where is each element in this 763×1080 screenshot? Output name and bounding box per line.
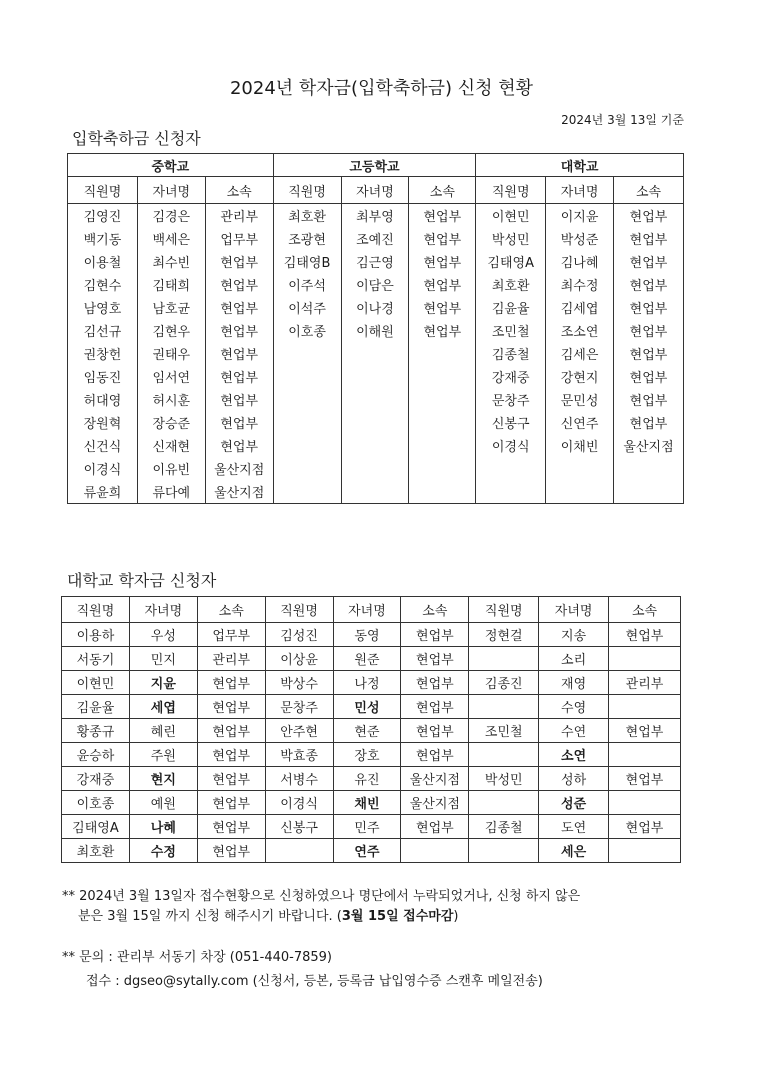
table-cell xyxy=(469,695,539,719)
table-cell: 이경식 xyxy=(265,791,333,815)
table-cell xyxy=(341,457,409,480)
table-cell: 허대영 xyxy=(68,388,138,411)
table-cell xyxy=(409,457,476,480)
table-cell: 이호종 xyxy=(62,791,130,815)
table-cell: 현업부 xyxy=(614,273,684,296)
table-cell: 서병수 xyxy=(265,767,333,791)
table-cell: 김선규 xyxy=(68,319,138,342)
table-cell: 수정 xyxy=(129,839,197,863)
table-cell: 울산지점 xyxy=(205,457,273,480)
admission-gift-table xyxy=(67,153,684,504)
table-cell: 정현걸 xyxy=(469,623,539,647)
table-cell: 박성민 xyxy=(476,227,546,250)
table-cell: 현업부 xyxy=(614,319,684,342)
table-cell: 현업부 xyxy=(205,388,273,411)
table-cell: 나정 xyxy=(333,671,401,695)
table-cell xyxy=(273,457,341,480)
table-cell: 민성 xyxy=(333,695,401,719)
reference-date: 2024년 3월 13일 기준 xyxy=(561,113,684,127)
table-cell: 현업부 xyxy=(409,250,476,273)
table-cell: 현업부 xyxy=(614,388,684,411)
table-cell xyxy=(609,839,681,863)
table-cell: 현업부 xyxy=(409,319,476,342)
column-header: 자녀명 xyxy=(129,597,197,623)
column-header: 소속 xyxy=(401,597,469,623)
table-cell xyxy=(273,480,341,504)
column-header: 소속 xyxy=(409,177,476,204)
table-cell: 장원혁 xyxy=(68,411,138,434)
column-header: 직원명 xyxy=(476,177,546,204)
table-cell: 남호균 xyxy=(137,296,205,319)
table-cell: 최호환 xyxy=(273,204,341,228)
table-cell: 업무부 xyxy=(197,623,265,647)
table-cell: 이호종 xyxy=(273,319,341,342)
table-cell: 최수빈 xyxy=(137,250,205,273)
table-cell: 현업부 xyxy=(205,296,273,319)
table-cell: 주원 xyxy=(129,743,197,767)
group-high-school: 고등학교 xyxy=(273,154,476,177)
deadline-text: 3월 15일 접수마감 xyxy=(341,909,454,924)
column-header: 직원명 xyxy=(273,177,341,204)
table-cell xyxy=(409,388,476,411)
table-cell xyxy=(273,388,341,411)
group-middle-school: 중학교 xyxy=(68,154,274,177)
table-cell: 신재현 xyxy=(137,434,205,457)
table-cell xyxy=(265,839,333,863)
table-cell xyxy=(273,342,341,365)
notice-line2 xyxy=(78,907,459,927)
table-cell: 수영 xyxy=(539,695,609,719)
table-cell: 이채빈 xyxy=(546,434,614,457)
table-cell: 현업부 xyxy=(609,719,681,743)
table-cell: 안주현 xyxy=(265,719,333,743)
notice-close: ) xyxy=(453,909,459,924)
table-cell: 현업부 xyxy=(609,815,681,839)
table-row xyxy=(62,719,681,743)
table-cell: 이주석 xyxy=(273,273,341,296)
table-cell: 소연 xyxy=(539,743,609,767)
table-cell: 김세엽 xyxy=(546,296,614,319)
column-header: 소속 xyxy=(197,597,265,623)
column-header: 자녀명 xyxy=(539,597,609,623)
table-cell: 조민철 xyxy=(469,719,539,743)
table-cell: 강재중 xyxy=(476,365,546,388)
table-cell: 현업부 xyxy=(401,743,469,767)
table-row xyxy=(68,342,684,365)
table-cell: 현업부 xyxy=(205,342,273,365)
table-row xyxy=(68,365,684,388)
inquiry-line: ** 문의 : 관리부 서동기 차장 (051-440-7859) xyxy=(62,950,332,965)
table-cell: 현업부 xyxy=(614,227,684,250)
column-header: 소속 xyxy=(205,177,273,204)
table-cell: 김종철 xyxy=(476,342,546,365)
table-cell: 현업부 xyxy=(197,839,265,863)
table-cell xyxy=(341,388,409,411)
table-cell xyxy=(409,365,476,388)
section1-title: 입학축하금 신청자 xyxy=(72,129,201,148)
table-cell: 문창주 xyxy=(476,388,546,411)
table-cell: 신건식 xyxy=(68,434,138,457)
table-cell: 혜린 xyxy=(129,719,197,743)
table-row xyxy=(68,411,684,434)
table-cell: 현업부 xyxy=(614,365,684,388)
table-cell: 김영진 xyxy=(68,204,138,228)
table-cell xyxy=(609,791,681,815)
table-cell xyxy=(609,695,681,719)
table-cell: 연주 xyxy=(333,839,401,863)
table-row xyxy=(68,227,684,250)
table-cell: 지윤 xyxy=(129,671,197,695)
table-cell: 현업부 xyxy=(614,411,684,434)
table-cell: 성준 xyxy=(539,791,609,815)
table-cell: 김태영B xyxy=(273,250,341,273)
table-cell: 조민철 xyxy=(476,319,546,342)
table-cell xyxy=(273,434,341,457)
table-cell: 세엽 xyxy=(129,695,197,719)
table-cell xyxy=(273,365,341,388)
table-cell xyxy=(546,480,614,504)
table-cell: 강재중 xyxy=(62,767,130,791)
table-cell: 김종진 xyxy=(469,671,539,695)
section2-title: 대학교 학자금 신청자 xyxy=(67,571,217,590)
column-header: 소속 xyxy=(614,177,684,204)
table-cell: 김현우 xyxy=(137,319,205,342)
table-cell: 현준 xyxy=(333,719,401,743)
table-cell: 조소연 xyxy=(546,319,614,342)
table-cell: 현업부 xyxy=(401,695,469,719)
table-cell: 업무부 xyxy=(205,227,273,250)
table-cell: 현업부 xyxy=(197,671,265,695)
table-cell: 현업부 xyxy=(205,411,273,434)
table-cell: 김성진 xyxy=(265,623,333,647)
table-row xyxy=(68,319,684,342)
table-cell: 김경은 xyxy=(137,204,205,228)
table-cell: 나혜 xyxy=(129,815,197,839)
table-cell: 최호환 xyxy=(62,839,130,863)
table-row xyxy=(68,457,684,480)
table-cell: 울산지점 xyxy=(401,767,469,791)
table-cell: 이유빈 xyxy=(137,457,205,480)
table-cell: 신봉구 xyxy=(265,815,333,839)
table-cell: 현업부 xyxy=(197,743,265,767)
table-cell: 이담은 xyxy=(341,273,409,296)
table-cell: 신봉구 xyxy=(476,411,546,434)
table-cell: 수연 xyxy=(539,719,609,743)
table-cell: 현업부 xyxy=(197,767,265,791)
table-cell xyxy=(614,480,684,504)
column-header: 직원명 xyxy=(62,597,130,623)
notice-text: 분은 3월 15일 까지 신청 해주시기 바랍니다. ( xyxy=(78,909,342,924)
table-cell: 백세은 xyxy=(137,227,205,250)
table-cell: 울산지점 xyxy=(401,791,469,815)
table-cell: 박성민 xyxy=(469,767,539,791)
table-cell: 김태영A xyxy=(62,815,130,839)
table-cell xyxy=(469,839,539,863)
notice-line1: ** 2024년 3월 13일자 접수현황으로 신청하였으나 명단에서 누락되었거나, 신청 하지 않은 xyxy=(62,889,581,904)
table-cell: 재영 xyxy=(539,671,609,695)
table-row xyxy=(62,791,681,815)
table-row xyxy=(62,695,681,719)
table-cell: 현업부 xyxy=(197,791,265,815)
table-row xyxy=(68,480,684,504)
table-cell: 박상수 xyxy=(265,671,333,695)
table-cell: 성하 xyxy=(539,767,609,791)
table-cell: 현업부 xyxy=(205,250,273,273)
table-cell: 문민성 xyxy=(546,388,614,411)
table-cell xyxy=(546,457,614,480)
table-cell: 류윤희 xyxy=(68,480,138,504)
table-cell: 윤승하 xyxy=(62,743,130,767)
table-cell: 백기동 xyxy=(68,227,138,250)
table-cell: 이경식 xyxy=(476,434,546,457)
table-cell: 이지윤 xyxy=(546,204,614,228)
table-cell: 황종규 xyxy=(62,719,130,743)
column-header: 자녀명 xyxy=(546,177,614,204)
table-cell xyxy=(469,743,539,767)
table-row xyxy=(68,250,684,273)
table-cell xyxy=(409,480,476,504)
table-row xyxy=(62,743,681,767)
table-cell xyxy=(409,434,476,457)
table-cell: 김윤율 xyxy=(62,695,130,719)
table-cell: 최부영 xyxy=(341,204,409,228)
table-cell: 이용철 xyxy=(68,250,138,273)
table-cell xyxy=(341,434,409,457)
table-cell: 울산지점 xyxy=(614,434,684,457)
column-header: 직원명 xyxy=(469,597,539,623)
table-row xyxy=(62,767,681,791)
table-cell: 울산지점 xyxy=(205,480,273,504)
table-cell: 조예진 xyxy=(341,227,409,250)
table-cell: 현업부 xyxy=(609,623,681,647)
table-cell: 현업부 xyxy=(401,647,469,671)
table-cell: 임동진 xyxy=(68,365,138,388)
table-cell: 관리부 xyxy=(197,647,265,671)
table-cell: 관리부 xyxy=(609,671,681,695)
table-cell: 김태희 xyxy=(137,273,205,296)
table-cell xyxy=(341,480,409,504)
table-cell: 강현지 xyxy=(546,365,614,388)
tuition-table xyxy=(61,596,681,863)
column-header: 자녀명 xyxy=(333,597,401,623)
table-cell: 현업부 xyxy=(205,319,273,342)
table-cell: 현업부 xyxy=(614,342,684,365)
table-cell: 허시훈 xyxy=(137,388,205,411)
table-cell: 이현민 xyxy=(476,204,546,228)
table-cell: 박성준 xyxy=(546,227,614,250)
table-cell: 현업부 xyxy=(409,227,476,250)
table-row xyxy=(68,388,684,411)
table-cell: 민지 xyxy=(129,647,197,671)
table-cell: 세은 xyxy=(539,839,609,863)
table-cell xyxy=(401,839,469,863)
table-cell: 지송 xyxy=(539,623,609,647)
table-cell: 현업부 xyxy=(401,719,469,743)
table-cell: 장호 xyxy=(333,743,401,767)
table-cell: 이석주 xyxy=(273,296,341,319)
table-cell: 김나혜 xyxy=(546,250,614,273)
table-cell: 이나경 xyxy=(341,296,409,319)
table-cell: 현업부 xyxy=(614,250,684,273)
table-cell: 김세은 xyxy=(546,342,614,365)
table-cell: 소리 xyxy=(539,647,609,671)
table-cell: 현업부 xyxy=(409,296,476,319)
table-cell: 서동기 xyxy=(62,647,130,671)
table-row xyxy=(62,647,681,671)
table-cell: 현업부 xyxy=(205,434,273,457)
table-cell: 김윤율 xyxy=(476,296,546,319)
table-row xyxy=(68,204,684,228)
table-cell: 민주 xyxy=(333,815,401,839)
table-row xyxy=(68,273,684,296)
table-cell: 예원 xyxy=(129,791,197,815)
page-title: 2024년 학자금(입학축하금) 신청 현황 xyxy=(229,78,534,99)
column-header: 직원명 xyxy=(265,597,333,623)
table-cell xyxy=(341,365,409,388)
table-cell: 현업부 xyxy=(197,815,265,839)
table-cell xyxy=(609,647,681,671)
table-row xyxy=(62,839,681,863)
table-cell: 권창헌 xyxy=(68,342,138,365)
table-cell: 이해원 xyxy=(341,319,409,342)
table-cell: 문창주 xyxy=(265,695,333,719)
table-cell: 동영 xyxy=(333,623,401,647)
table-row xyxy=(62,815,681,839)
table-cell: 현업부 xyxy=(205,365,273,388)
table-cell: 현업부 xyxy=(614,296,684,319)
table-cell xyxy=(614,457,684,480)
column-header: 자녀명 xyxy=(341,177,409,204)
table-cell: 최호환 xyxy=(476,273,546,296)
table-cell: 최수정 xyxy=(546,273,614,296)
table-cell: 원준 xyxy=(333,647,401,671)
table-cell: 현업부 xyxy=(409,204,476,228)
table-cell: 임서연 xyxy=(137,365,205,388)
table-cell: 조광현 xyxy=(273,227,341,250)
table-cell: 김근영 xyxy=(341,250,409,273)
table-cell: 이현민 xyxy=(62,671,130,695)
table-cell: 김종철 xyxy=(469,815,539,839)
table-cell xyxy=(341,342,409,365)
table-cell xyxy=(409,411,476,434)
table-cell xyxy=(469,647,539,671)
table-cell: 우성 xyxy=(129,623,197,647)
table-cell: 류다예 xyxy=(137,480,205,504)
table-cell xyxy=(476,480,546,504)
table-cell: 권태우 xyxy=(137,342,205,365)
table-cell xyxy=(469,791,539,815)
table-cell xyxy=(609,743,681,767)
table-cell: 현업부 xyxy=(401,623,469,647)
table-cell: 장승준 xyxy=(137,411,205,434)
table-cell: 채빈 xyxy=(333,791,401,815)
table-cell: 현업부 xyxy=(401,671,469,695)
column-header: 직원명 xyxy=(68,177,138,204)
table-cell xyxy=(476,457,546,480)
table-cell: 현업부 xyxy=(197,695,265,719)
table-cell: 도연 xyxy=(539,815,609,839)
table-cell: 관리부 xyxy=(205,204,273,228)
table-cell: 현업부 xyxy=(614,204,684,228)
table-cell xyxy=(409,342,476,365)
table-cell xyxy=(273,411,341,434)
group-university: 대학교 xyxy=(476,154,684,177)
table-cell: 현지 xyxy=(129,767,197,791)
table-row xyxy=(68,434,684,457)
column-header: 소속 xyxy=(609,597,681,623)
table-cell: 유진 xyxy=(333,767,401,791)
table-cell: 현업부 xyxy=(609,767,681,791)
table-cell: 현업부 xyxy=(409,273,476,296)
table-cell: 남영호 xyxy=(68,296,138,319)
table-row xyxy=(62,671,681,695)
column-header: 자녀명 xyxy=(137,177,205,204)
table-row xyxy=(68,296,684,319)
table-cell: 신연주 xyxy=(546,411,614,434)
table-cell: 이경식 xyxy=(68,457,138,480)
table-cell: 김현수 xyxy=(68,273,138,296)
table-cell: 현업부 xyxy=(197,719,265,743)
table-cell: 이용하 xyxy=(62,623,130,647)
table-cell: 현업부 xyxy=(205,273,273,296)
table-cell: 이상윤 xyxy=(265,647,333,671)
table-cell: 김태영A xyxy=(476,250,546,273)
table-row xyxy=(62,623,681,647)
table-cell: 박효종 xyxy=(265,743,333,767)
submit-line: 접수 : dgseo@sytally.com (신청서, 등본, 등록금 납입영수증 스캔후 메일전송) xyxy=(86,974,543,989)
table-cell: 현업부 xyxy=(401,815,469,839)
table-cell xyxy=(341,411,409,434)
